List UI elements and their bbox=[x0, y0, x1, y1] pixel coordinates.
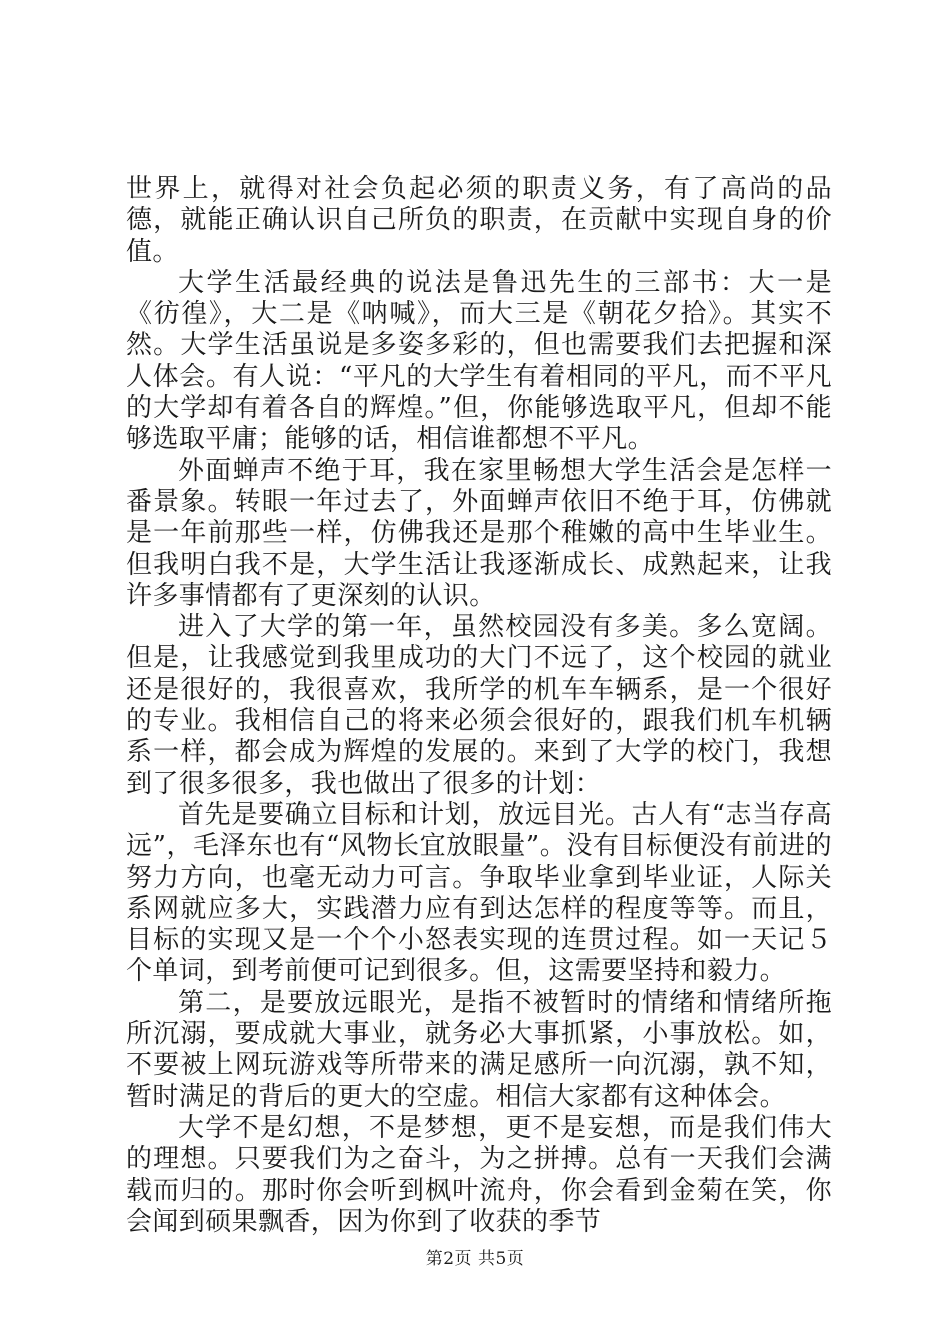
paragraph-7: 大学不是幻想，不是梦想，更不是妄想，而是我们伟大的理想。只要我们为之奋斗，为之拼搏。总有一天我们会满载而归的。那时你会听到枫叶流舟，你会看到金菊在笑，你会闻到硕果飘香，因为你到了收获的季节 bbox=[126, 1112, 832, 1237]
paragraph-4: 进入了大学的第一年，虽然校园没有多美。多么宽阔。但是，让我感觉到我里成功的大门不远了，这个校园的就业还是很好的，我很喜欢，我所学的机车车辆系，是一个很好的专业。我相信自己的将来必须会很好的，跟我们机车机辆系一样，都会成为辉煌的发展的。来到了大学的校门，我想到了很多很多，我也做出了很多的计划： bbox=[126, 612, 832, 799]
paragraph-2: 大学生活最经典的说法是鲁迅先生的三部书：大一是《彷徨》，大二是《呐喊》，而大三是《朝花夕拾》。其实不然。大学生活虽说是多姿多彩的，但也需要我们去把握和深人体会。有人说：“平凡的大学生有着相同的平凡，而不平凡的大学却有着各自的辉煌。”但，你能够选取平凡，但却不能够选取平庸；能够的话，相信谁都想不平凡。 bbox=[126, 267, 832, 455]
page-footer: 第2页 共5页 bbox=[425, 1249, 525, 1269]
paragraph-1: 世界上，就得对社会负起必须的职责义务，有了高尚的品德，就能正确认识自己所负的职责，在贡献中实现自身的价值。 bbox=[126, 174, 832, 267]
paragraph-3: 外面蝉声不绝于耳，我在家里畅想大学生活会是怎样一番景象。转眼一年过去了，外面蝉声依旧不绝于耳，仿佛就是一年前那些一样，仿佛我还是那个稚嫩的高中生毕业生。但我明白我不是，大学生活让我逐渐成长、成熟起来，让我许多事情都有了更深刻的认识。 bbox=[126, 455, 832, 611]
paragraph-6: 第二，是要放远眼光，是指不被暂时的情绪和情绪所拖所沉溺，要成就大事业，就务必大事抓紧，小事放松。如，不要被上网玩游戏等所带来的满足感所一向沉溺，孰不知，暂时满足的背后的更大的空虚。相信大家都有这种体会。 bbox=[126, 987, 832, 1112]
paragraph-5: 首先是要确立目标和计划，放远目光。古人有“志当存高远”，毛泽东也有“风物长宜放眼量”。没有目标便没有前进的努力方向，也毫无动力可言。争取毕业拿到毕业证，人际关系网就应多大，实践潜力应有到达怎样的程度等等。而且，目标的实现又是一个个小怒表实现的连贯过程。如一天记５个单词，到考前便可记到很多。但，这需要坚持和毅力。 bbox=[126, 799, 832, 987]
document-body bbox=[126, 174, 832, 1238]
